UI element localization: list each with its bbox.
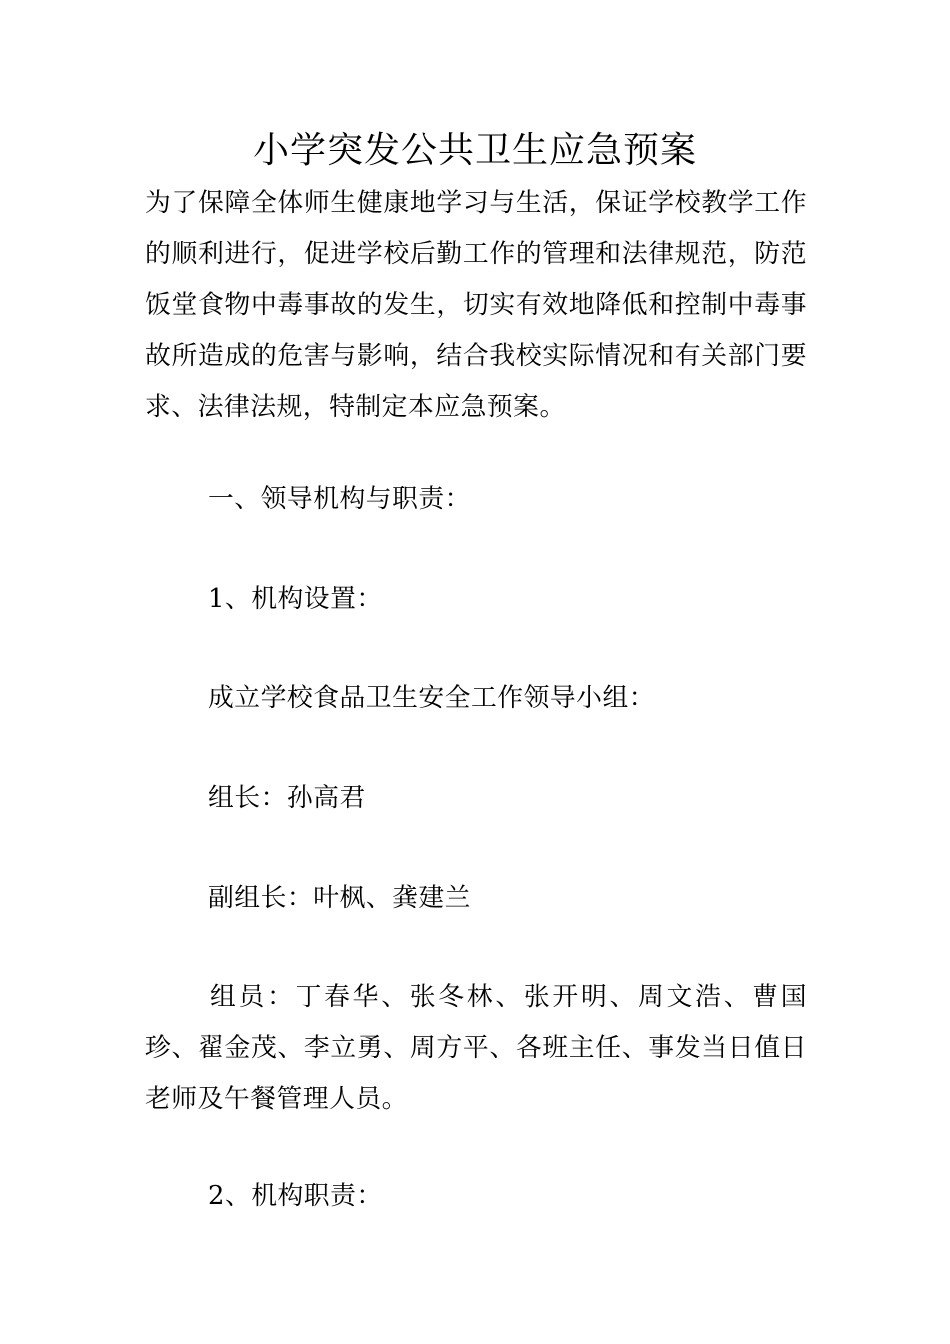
document-title: 小学突发公共卫生应急预案 <box>252 130 697 171</box>
deputy-leader-line: 副组长：叶枫、龚建兰 <box>208 883 471 913</box>
group-intro-line: 成立学校食品卫生安全工作领导小组： <box>208 683 656 713</box>
intro-paragraph: 为了保障全体师生健康地学习与生活，保证学校教学工作的顺利进行，促进学校后勤工作的管理和法律规范，防范饭堂食物中毒事故的发生，切实有效地降低和控制中毒事故所造成的危害与影响，结合我校实际情况和有关部门要求、法律法规，特制定本应急预案。 <box>145 188 807 422</box>
group-leader-line: 组长：孙高君 <box>208 783 366 813</box>
item-heading-organization-setup: 1、机构设置： <box>208 584 383 614</box>
members-paragraph: 组员：丁春华、张冬林、张开明、周文浩、曹国珍、翟金茂、李立勇、周方平、各班主任、事发当日值日老师及午餐管理人员。 <box>145 982 807 1114</box>
item-heading-organization-duties: 2、机构职责： <box>208 1181 383 1211</box>
section-heading-leadership: 一、领导机构与职责： <box>208 484 471 514</box>
